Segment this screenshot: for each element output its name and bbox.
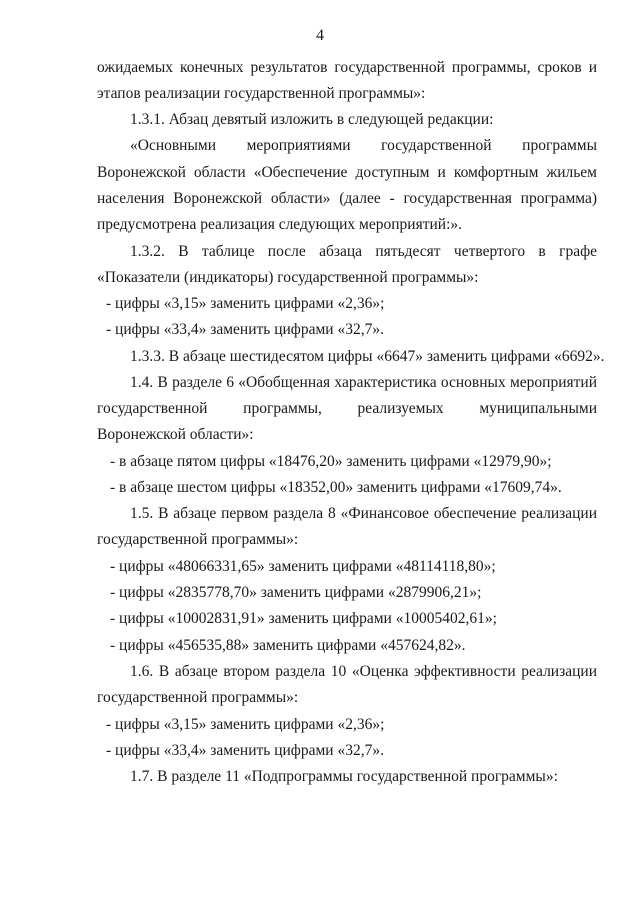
paragraph-line: этапов реализации государственной программы»:: [97, 85, 426, 102]
list-item: - цифры «3,15» заменить цифрами «2,36»;: [106, 716, 385, 733]
paragraph-line: Воронежской области «Обеспечение доступным и комфортным жильем: [97, 164, 597, 181]
list-item: - в абзаце шестом цифры «18352,00» заменить цифрами «17609,74».: [110, 479, 562, 496]
paragraph-line: государственной программы»:: [97, 531, 299, 548]
paragraph-line: государственной программы, реализуемых муниципальными: [97, 400, 597, 417]
paragraph-line: ожидаемых конечных результатов государственной программы, сроков и: [97, 59, 597, 76]
paragraph-line: Воронежской области»:: [97, 426, 254, 443]
paragraph-line: 1.4. В разделе 6 «Обобщенная характеристика основных мероприятий: [130, 374, 597, 391]
list-item: - цифры «33,4» заменить цифрами «32,7».: [106, 742, 384, 759]
paragraph-line: 1.5. В абзаце первом раздела 8 «Финансовое обеспечение реализации: [130, 505, 597, 522]
page-number: 4: [316, 27, 324, 44]
list-item: - цифры «456535,88» заменить цифрами «457624,82».: [110, 637, 466, 654]
paragraph-line: «Показатели (индикаторы) государственной программы»:: [97, 269, 479, 286]
list-item: - цифры «33,4» заменить цифрами «32,7».: [106, 321, 384, 338]
list-item: - цифры «2835778,70» заменить цифрами «2879906,21»;: [110, 584, 482, 601]
paragraph-line: государственной программы»:: [97, 689, 299, 706]
list-item: - цифры «3,15» заменить цифрами «2,36»;: [106, 295, 385, 312]
list-item: - цифры «10002831,91» заменить цифрами «10005402,61»;: [110, 610, 497, 627]
paragraph-line: 1.3.2. В таблице после абзаца пятьдесят четвертого в графе: [130, 243, 597, 260]
paragraph-line: «Основными мероприятиями государственной программы: [130, 137, 597, 154]
paragraph-line: предусмотрена реализация следующих мероприятий:».: [97, 216, 463, 233]
paragraph-line: 1.6. В абзаце втором раздела 10 «Оценка эффективности реализации: [130, 663, 597, 680]
list-item: - в абзаце пятом цифры «18476,20» заменить цифрами «12979,90»;: [110, 453, 552, 470]
paragraph-line: населения Воронежской области» (далее - государственная программа): [97, 190, 597, 207]
paragraph-line: 1.3.3. В абзаце шестидесятом цифры «6647» заменить цифрами «6692».: [130, 348, 605, 365]
list-item: - цифры «48066331,65» заменить цифрами «48114118,80»;: [110, 558, 496, 575]
paragraph-line: 1.3.1. Абзац девятый изложить в следующей редакции:: [130, 111, 494, 128]
paragraph-line: 1.7. В разделе 11 «Подпрограммы государственной программы»:: [130, 768, 558, 785]
